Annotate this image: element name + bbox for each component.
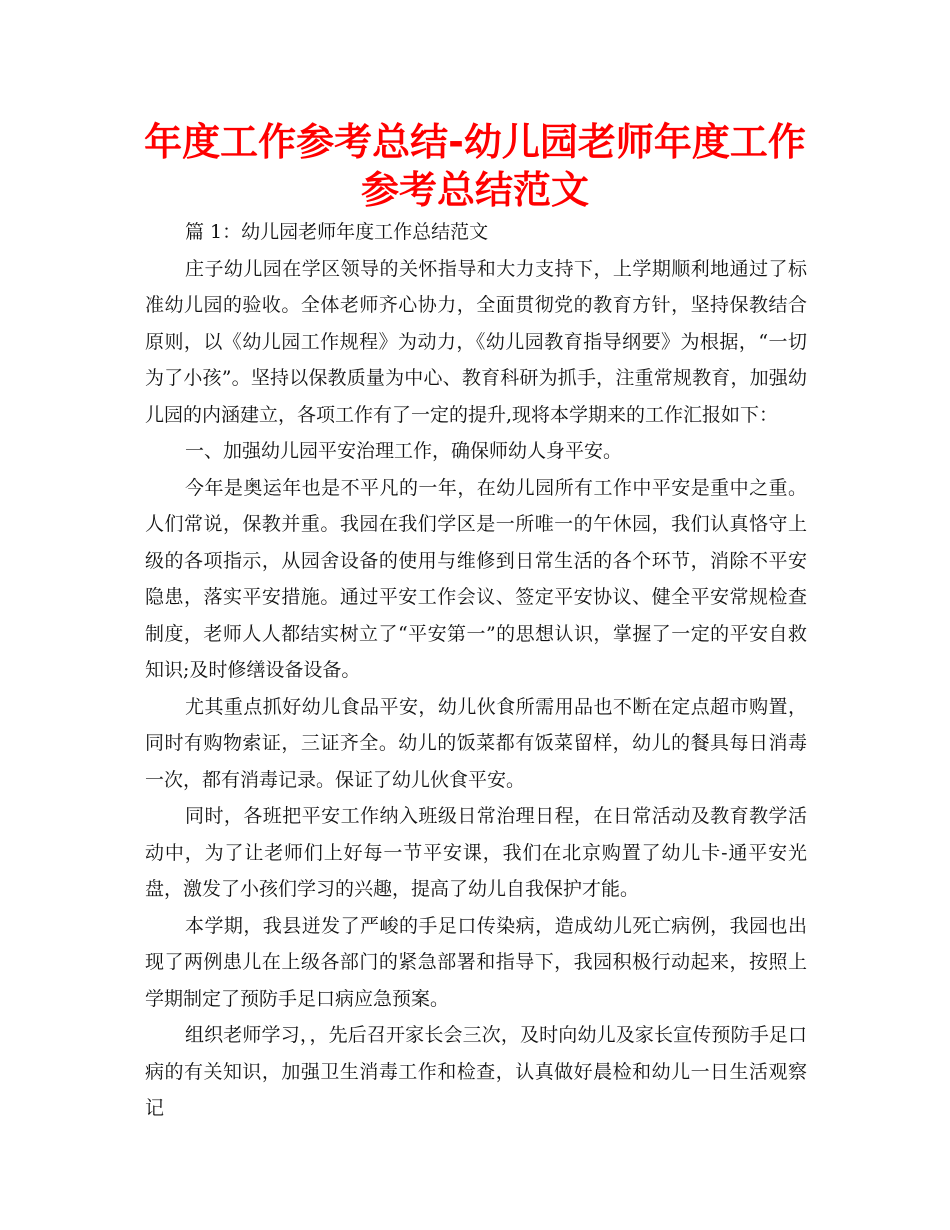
body-paragraph: 同时，各班把平安工作纳入班级日常治理日程，在日常活动及教育教学活动中，为了让老师们上好每一节平安课，我们在北京购置了幼儿卡-通平安光盘，激发了小孩们学习的兴趣，提高了幼儿自我保护才能。: [145, 805, 807, 900]
document-title: 年度工作参考总结-幼儿园老师年度工作参考总结范文: [144, 120, 806, 212]
body-paragraph: 今年是奥运年也是不平凡的一年，在幼儿园所有工作中平安是重中之重。人们常说，保教并重。我园在我们学区是一所唯一的午休园，我们认真恪守上级的各项指示，从园舍设备的使用与维修到日常生活的各个环节，消除不平安隐患，落实平安措施。通过平安工作会议、签定平安协议、健全平安常规检查制度，老师人人都结实树立了“平安第一”的思想认识，掌握了一定的平安自救知识;及时修缮设备设备。: [145, 476, 807, 681]
body-paragraph: 尤其重点抓好幼儿食品平安，幼儿伙食所需用品也不断在定点超市购置，同时有购物索证，三证齐全。幼儿的饭菜都有饭菜留样，幼儿的餐具每日消毒一次，都有消毒记录。保证了幼儿伙食平安。: [145, 695, 807, 791]
body-paragraph: 庄子幼儿园在学区领导的关怀指导和大力支持下，上学期顺利地通过了标准幼儿园的验收。全体老师齐心协力，全面贯彻党的教育方针，坚持保教结合原则，以《幼儿园工作规程》为动力，《幼儿园教育指导纲要》为根据，“一切为了小孩”。坚持以保教质量为中心、教育科研为抓手，注重常规教育，加强幼儿园的内涵建立，各项工作有了一定的提升,现将本学期来的工作汇报如下：: [145, 257, 807, 426]
body-paragraph: 本学期，我县迸发了严峻的手足口传染病，造成幼儿死亡病例，我园也出现了两例患儿在上级各部门的紧急部署和指导下，我园积极行动起来，按照上学期制定了预防手足口病应急预案。: [145, 914, 807, 1010]
body-paragraph: 组织老师学习，，先后召开家长会三次，及时向幼儿及家长宣传预防手足口病的有关知识，加强卫生消毒工作和检查，认真做好晨检和幼儿一日生活观察记: [145, 1024, 807, 1119]
section-heading: 篇 1：幼儿园老师年度工作总结范文: [185, 221, 489, 243]
document-body: [145, 214, 807, 1127]
body-paragraph: 一、加强幼儿园平安治理工作，确保师幼人身平安。: [185, 440, 623, 462]
